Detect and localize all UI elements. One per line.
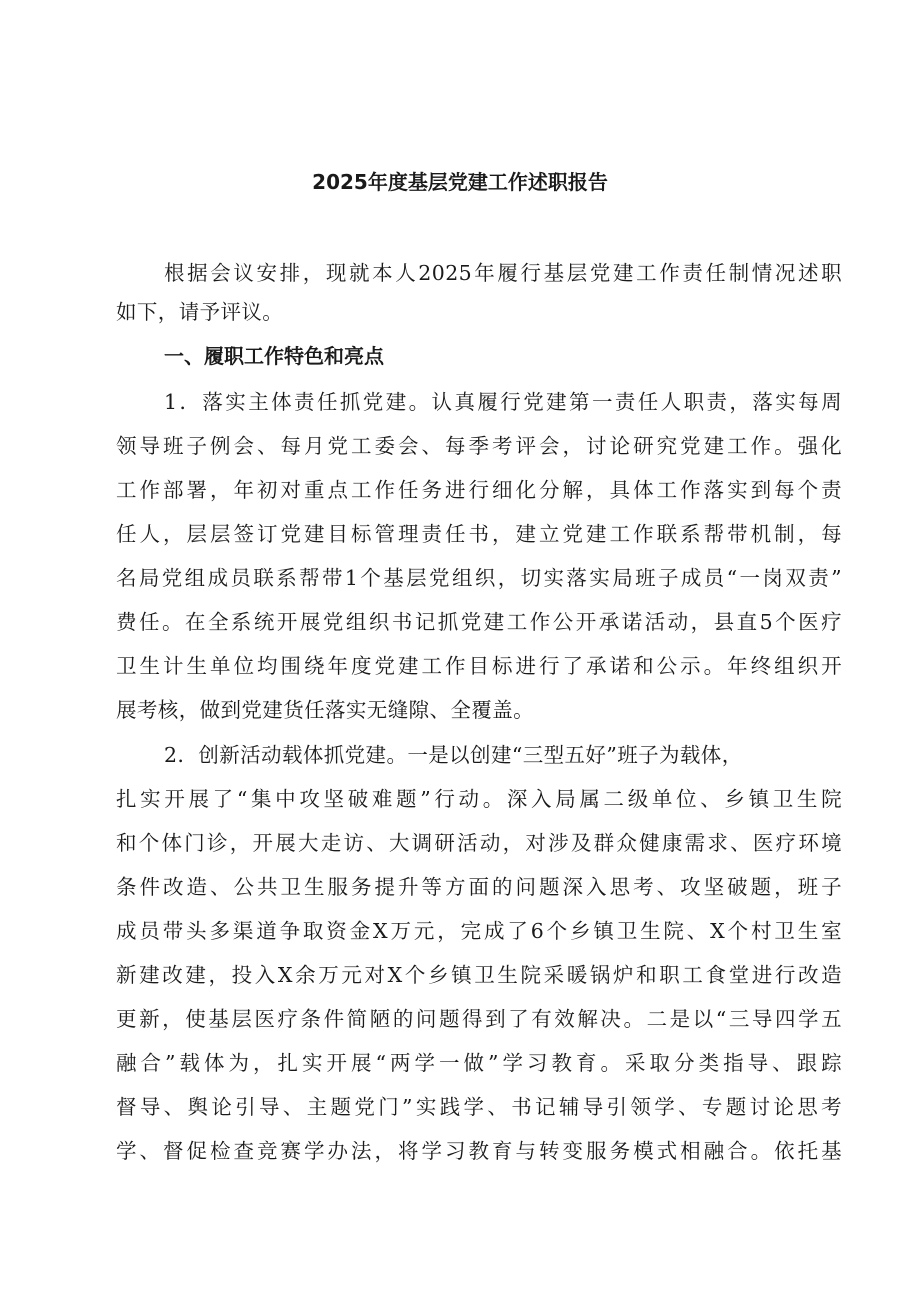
paragraph-line: 任人，层层签订党建目标管理责任书，建立党建工作联系帮带机制，每 (116, 522, 842, 546)
section-heading: 一、履职工作特色和亮点 (164, 344, 384, 368)
paragraph-line: 和个体门诊，开展大走访、大调研活动，对涉及群众健康需求、医疗环境 (116, 831, 842, 855)
paragraph-line: 新建改建，投入X余万元对X个乡镇卫生院采暖锅炉和职工食堂进行改造 (116, 963, 842, 987)
paragraph-line: 卫生计生单位均围绕年度党建工作目标进行了承诺和公示。年终组织开 (116, 654, 842, 678)
paragraph-line: 工作部署，年初对重点工作任务进行细化分解，具体工作落实到每个责 (116, 478, 842, 502)
paragraph-line: 融合”载体为，扎实开展“两学一做”学习教育。采取分类指导、跟踪 (116, 1051, 842, 1075)
intro-line: 根据会议安排，现就本人2025年履行基层党建工作责任制情况述职 (164, 261, 842, 285)
paragraph-line: 成员带头多渠道争取资金X万元，完成了6个乡镇卫生院、X个村卫生室 (116, 919, 842, 943)
intro-line: 如下，请予评议。 (116, 300, 284, 324)
paragraph-line: 展考核，做到党建货任落实无缝隙、全覆盖。 (116, 698, 534, 722)
paragraph-line: 2．创新活动载体抓党建。一是以创建“三型五好”班子为载体， (164, 743, 743, 767)
paragraph-line: 费任。在全系统开展党组织书记抓党建工作公开承诺活动，县直5个医疗 (116, 610, 842, 634)
paragraph-line: 条件改造、公共卫生服务提升等方面的问题深入思考、攻坚破题，班子 (116, 875, 842, 899)
document-title: 2025年度基层党建工作述职报告 (312, 170, 608, 194)
paragraph-line: 1．落实主体责任抓党建。认真履行党建第一责任人职责，落实每周 (164, 390, 842, 414)
paragraph-line: 督导、舆论引导、主题党门”实践学、书记辅导引领学、专题讨论思考 (116, 1095, 842, 1119)
paragraph-line: 学、督促检查竞赛学办法，将学习教育与转变服务模式相融合。依托基 (116, 1139, 842, 1163)
paragraph-line: 更新，使基层医疗条件简陋的问题得到了有效解决。二是以“三导四学五 (116, 1007, 842, 1031)
paragraph-line: 名局党组成员联系帮带1个基层党组织，切实落实局班子成员“一岗双责” (116, 566, 842, 590)
paragraph-line: 领导班子例会、每月党工委会、每季考评会，讨论研究党建工作。强化 (116, 434, 842, 458)
paragraph-line: 扎实开展了“集中攻坚破难题”行动。深入局属二级单位、乡镇卫生院 (116, 787, 842, 811)
